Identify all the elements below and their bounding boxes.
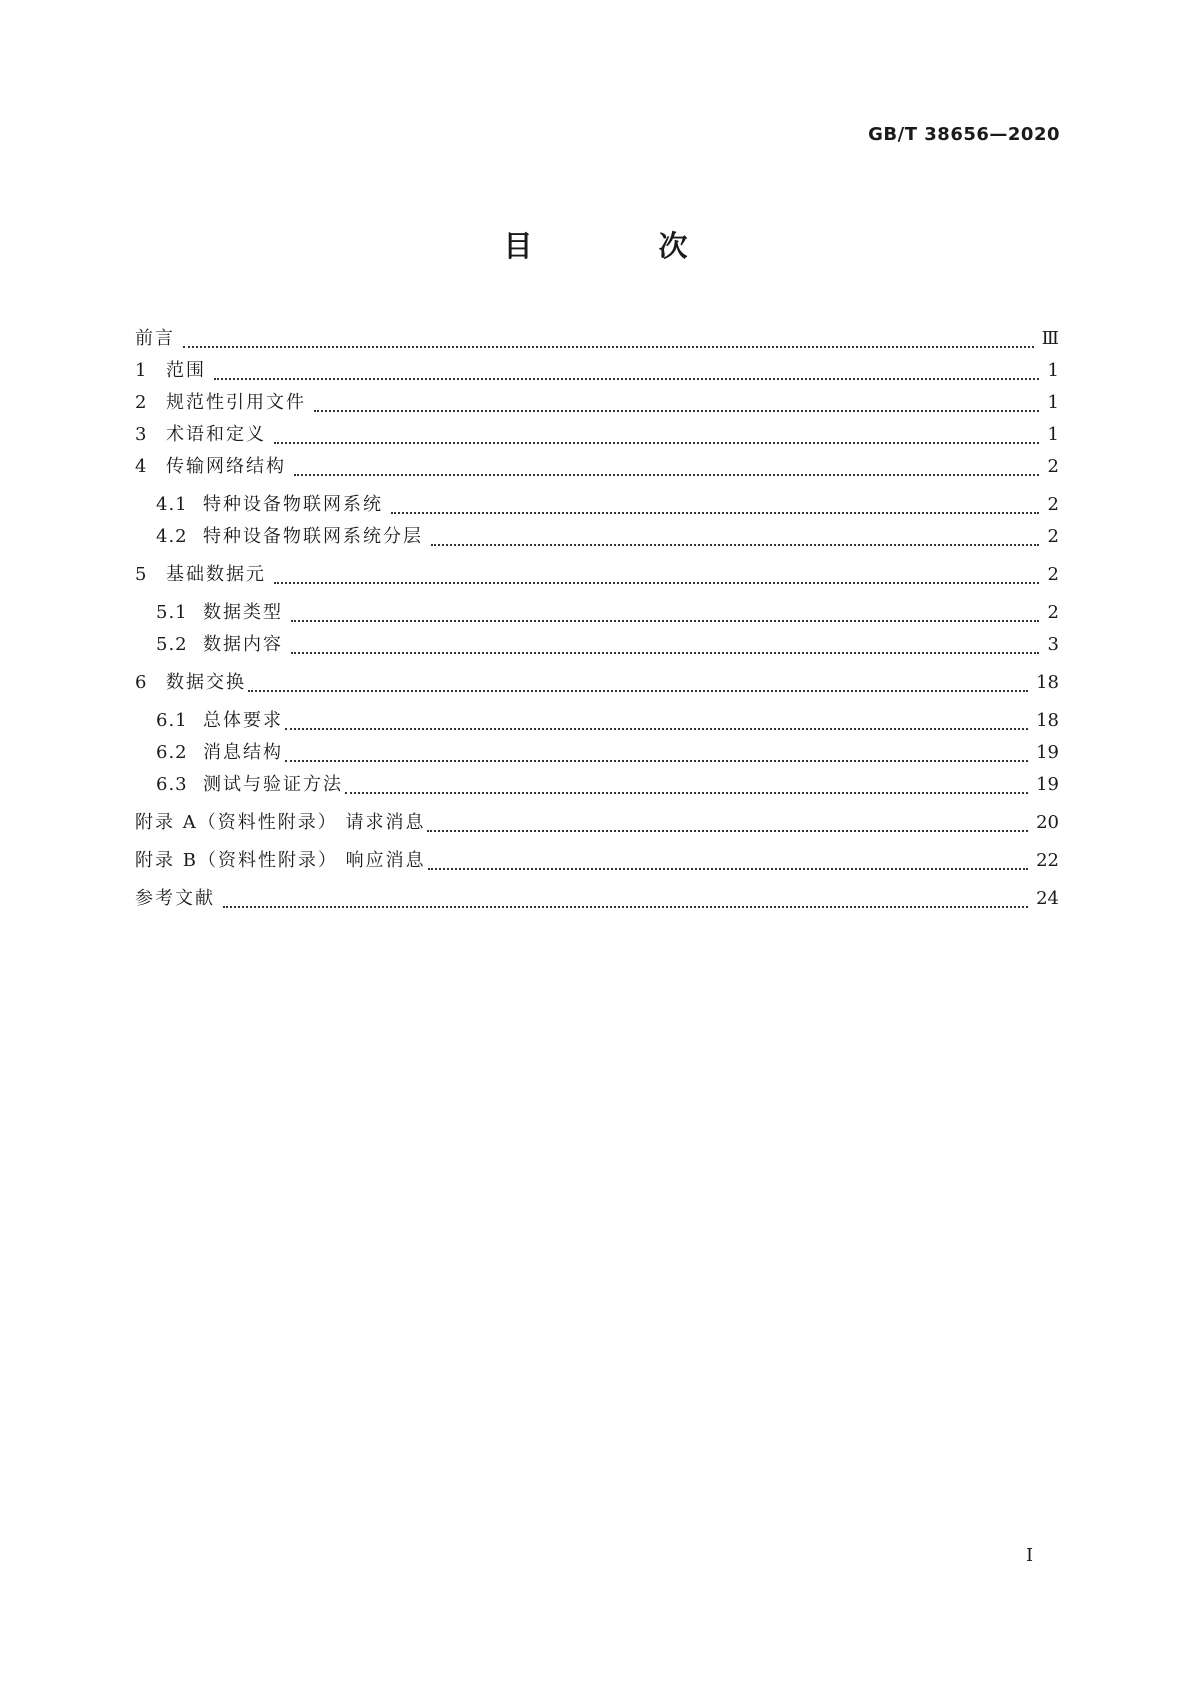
toc-entry-page: 2 [1047,494,1059,515]
toc-entry-page: 1 [1047,424,1059,445]
toc-entry-page: 2 [1047,564,1059,585]
toc-entry-title: 测试与验证方法 [203,774,343,795]
toc-entry-page: 2 [1047,456,1059,477]
toc-entry-title: 基础数据元 [166,564,266,585]
toc-entry-title: 消息结构 [203,742,283,763]
toc-leader-dots [248,690,1028,692]
toc-leader-dots [291,620,1039,622]
toc-entry-appendix-b[interactable] [135,845,1059,877]
toc-leader-dots [285,728,1028,730]
toc-leader-dots [183,346,1034,348]
toc-entry-page: 20 [1036,812,1059,833]
toc-entry-title: 范围 [166,360,206,381]
toc-entry-basic-data-elements[interactable] [135,559,1059,591]
toc-entry-bibliography[interactable] [135,883,1059,915]
toc-entry-number: 4.2 [156,526,188,547]
toc-entry-general-requirements[interactable] [135,705,1059,737]
toc-entry-number: 2 [135,392,148,413]
toc-entry-title: 附录 A（资料性附录） 请求消息 [135,812,426,833]
standard-code: GB/T 38656—2020 [868,124,1060,145]
toc-entry-test-verification[interactable] [135,769,1059,801]
toc-entry-iot-system[interactable] [135,489,1059,521]
toc-entry-iot-layers[interactable] [135,521,1059,553]
toc-leader-dots [427,830,1028,832]
toc-entry-page: 1 [1047,392,1059,413]
toc-entry-title: 数据内容 [203,634,283,655]
toc-entry-title: 数据交换 [166,672,246,693]
toc-leader-dots [214,378,1039,380]
toc-entry-page: 19 [1036,774,1059,795]
toc-leader-dots [428,868,1028,870]
toc-leader-dots [274,582,1039,584]
toc-entry-page: 18 [1036,710,1059,731]
toc-leader-dots [345,792,1028,794]
toc-leader-dots [285,760,1028,762]
toc-entry-number: 6.1 [156,710,188,731]
toc-leader-dots [223,906,1028,908]
toc-entry-normative-references[interactable] [135,387,1059,419]
toc-entry-page: 22 [1036,850,1059,871]
toc-entry-message-structure[interactable] [135,737,1059,769]
toc-entry-title: 特种设备物联网系统分层 [203,526,423,547]
toc-entry-terms-definitions[interactable] [135,419,1059,451]
page-number: I [1026,1545,1034,1566]
toc-entry-page: 2 [1047,602,1059,623]
toc-entry-network-structure[interactable] [135,451,1059,483]
toc-entry-title: 前言 [135,328,175,349]
toc-entry-title: 特种设备物联网系统 [203,494,383,515]
toc-entry-foreword[interactable] [135,323,1059,355]
toc-entry-number: 6.2 [156,742,188,763]
toc-entry-number: 4.1 [156,494,188,515]
toc-entry-number: 5.2 [156,634,188,655]
toc-entry-page: 18 [1036,672,1059,693]
toc-entry-number: 3 [135,424,148,445]
toc-entry-title: 总体要求 [203,710,283,731]
toc-entry-number: 4 [135,456,148,477]
toc-entry-title: 数据类型 [203,602,283,623]
toc-entry-number: 5.1 [156,602,188,623]
toc-entry-title: 规范性引用文件 [166,392,306,413]
toc-entry-data-exchange[interactable] [135,667,1059,699]
toc-leader-dots [314,410,1039,412]
toc-entry-number: 6 [135,672,148,693]
toc-entry-page: 19 [1036,742,1059,763]
toc-entry-page: 24 [1036,888,1059,909]
toc-entry-title: 附录 B（资料性附录） 响应消息 [135,850,426,871]
toc-entry-number: 6.3 [156,774,188,795]
toc-entry-number: 5 [135,564,148,585]
toc-entry-title: 传输网络结构 [166,456,286,477]
toc-entry-page: Ⅲ [1041,328,1059,349]
toc-entry-data-types[interactable] [135,597,1059,629]
toc-entry-page: 1 [1047,360,1059,381]
toc-leader-dots [431,544,1039,546]
toc-entry-title: 参考文献 [135,888,215,909]
toc-leader-dots [391,512,1039,514]
toc-entry-page: 2 [1047,526,1059,547]
toc-entry-title: 术语和定义 [166,424,266,445]
table-of-contents [135,323,1059,915]
toc-leader-dots [291,652,1039,654]
toc-entry-scope[interactable] [135,355,1059,387]
toc-entry-appendix-a[interactable] [135,807,1059,839]
toc-entry-page: 3 [1047,634,1059,655]
toc-entry-data-content[interactable] [135,629,1059,661]
toc-heading: 目 次 [503,229,746,263]
toc-entry-number: 1 [135,360,148,381]
toc-leader-dots [274,442,1039,444]
toc-leader-dots [294,474,1039,476]
